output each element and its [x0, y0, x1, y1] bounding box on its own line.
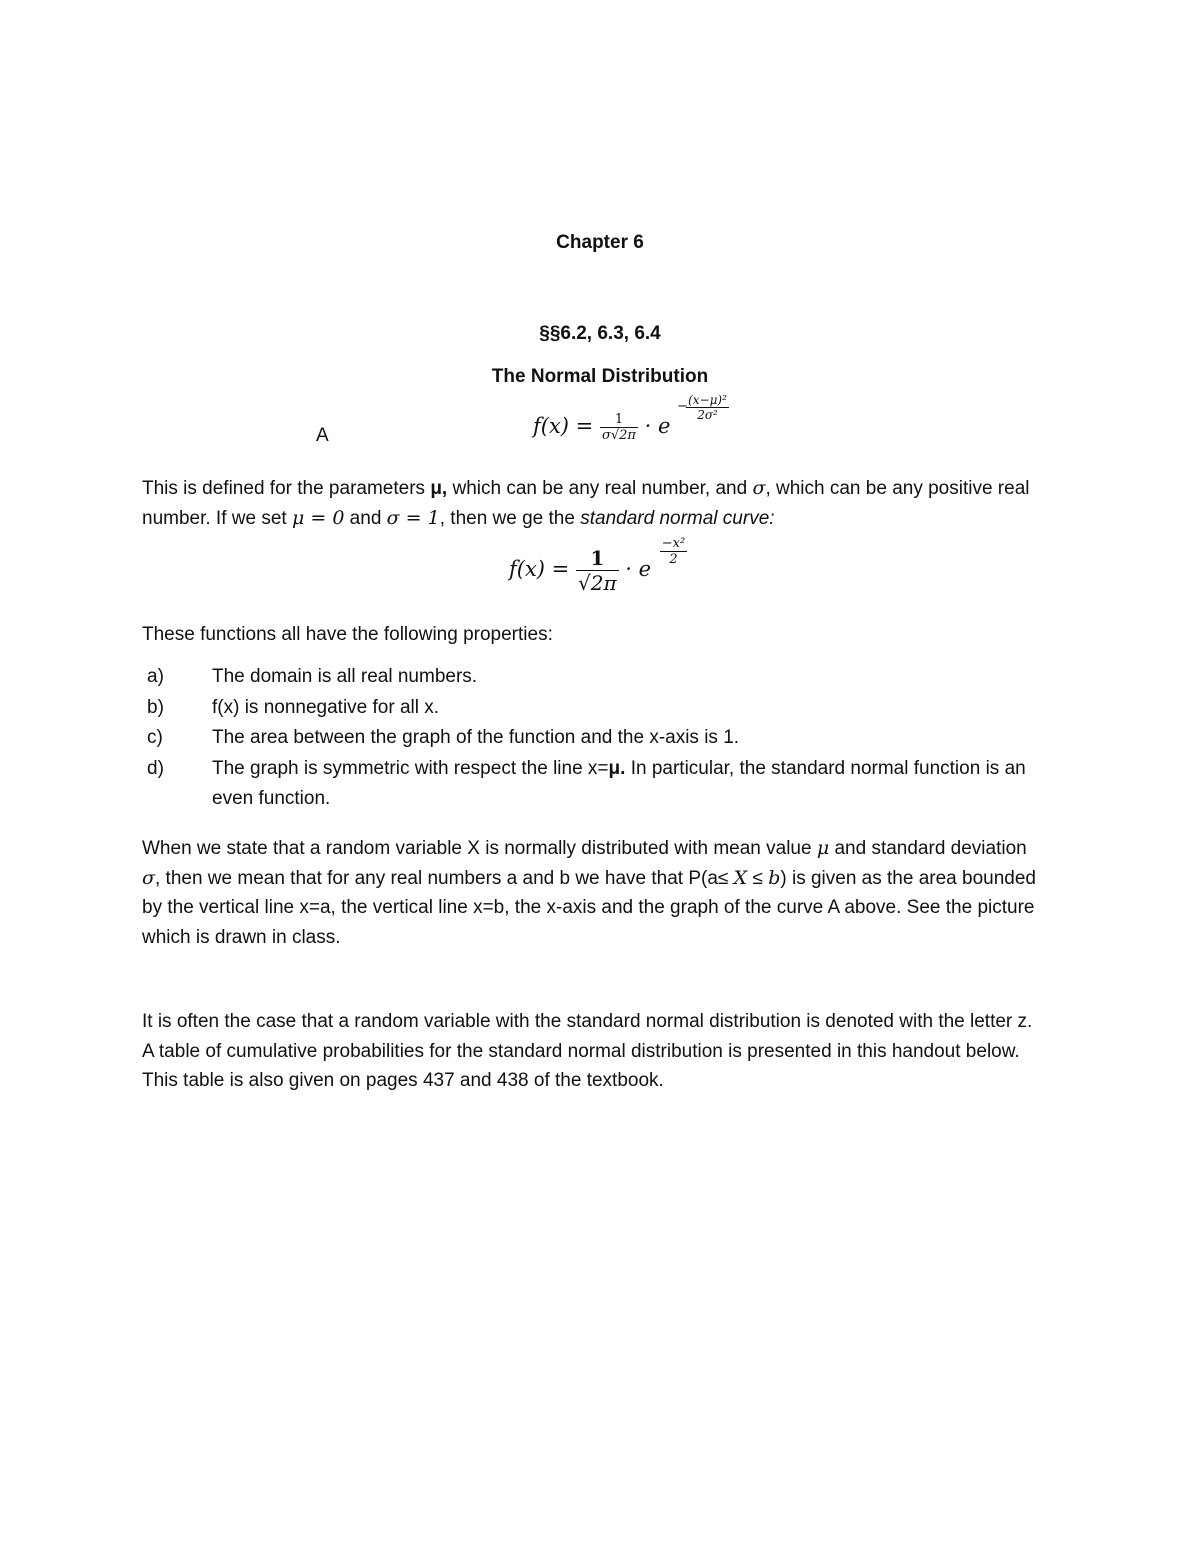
equation-a-coef-den: σ√2π — [601, 428, 636, 443]
section-numbers: §§6.2, 6.3, 6.4 — [539, 323, 661, 344]
list-marker: b) — [147, 696, 164, 718]
p2-le-2: ≤ — [747, 867, 769, 889]
p1-text-4: and — [344, 507, 387, 529]
standard-normal-equation — [509, 536, 706, 595]
std-eq-coef-den: √2π — [577, 571, 617, 595]
p2-mu: μ — [816, 837, 830, 859]
p2-text-3: , then we mean that for any real numbers a and b we have that P(a — [154, 867, 718, 889]
equation-a-exp-minus: − — [677, 399, 689, 414]
list-item-text: The graph is symmetric with respect the line x= — [212, 757, 609, 779]
standard-normal-table-paragraph: It is often the case that a random variable with the standard normal distribution is denoted with the letter z. A table of cumulative probabilities for the standard normal distribution is presented in this handout below. This table is also given on pages 437 and 438 of the textbook. — [142, 1011, 1033, 1091]
equation-a-exp-frac — [686, 393, 729, 422]
list-item-text-after: In particular, the standard normal function is an even function. — [212, 757, 1026, 809]
p1-mu-eq: μ = 0 — [291, 506, 345, 529]
p2-x: X — [733, 866, 748, 889]
list-item — [142, 754, 1052, 814]
p1-text-1: This is defined for the parameters — [142, 478, 431, 499]
random-variable-paragraph — [142, 834, 1047, 952]
p2-close: ) — [780, 867, 787, 889]
p1-sigma-eq: σ = 1 — [386, 506, 440, 529]
equation-a-exponent — [677, 393, 737, 433]
equation-a-exp-num: (x−μ)² — [688, 393, 727, 407]
equation-a-label: A — [316, 425, 329, 446]
p2-text-2: and standard deviation — [829, 838, 1027, 859]
parameters-paragraph — [142, 474, 1047, 533]
list-item — [142, 723, 1052, 753]
equation-a-exp-den: 2σ² — [686, 407, 729, 422]
p1-text-3: , which can be any positive real number. If we set — [142, 478, 1030, 529]
std-eq-base: · e — [625, 557, 652, 581]
p1-sigma: σ — [752, 477, 766, 499]
std-eq-exp-frac — [660, 536, 687, 567]
p2-text-1: When we state that a random variable X is normally distributed with mean value — [142, 838, 817, 859]
std-eq-coefficient — [576, 546, 619, 595]
equation-a-coef-num: 1 — [614, 412, 624, 427]
p1-italic: standard normal curve: — [580, 507, 775, 529]
std-eq-lhs: f(x) = — [509, 557, 570, 581]
chapter-title: Chapter 6 — [556, 232, 644, 253]
p2-le-1: ≤ — [717, 867, 734, 889]
list-item-text: f(x) is nonnegative for all x. — [212, 696, 440, 718]
equation-a-lhs: f(x) = — [533, 414, 594, 438]
list-item-text: The domain is all real numbers. — [212, 666, 478, 687]
p2-b: b — [768, 866, 781, 889]
p2-text-4: is given as the area bounded by the vertical line x=a, the vertical line x=b, the x-axis and the graph of the curve A above. See the picture which is drawn in class. — [142, 867, 1036, 948]
properties-list — [142, 662, 1052, 814]
std-eq-exp-den: 2 — [660, 551, 687, 567]
p1-text-5: , then we ge the — [439, 507, 581, 529]
list-item-text: The area between the graph of the function and the x-axis is 1. — [212, 727, 740, 748]
p1-text-2: which can be any real number, and — [447, 478, 753, 499]
std-eq-coef-num: 1 — [590, 546, 605, 570]
properties-intro: These functions all have the following properties: — [142, 624, 553, 645]
equation-a — [533, 393, 737, 443]
list-item — [142, 662, 1052, 692]
p2-sigma: σ — [142, 866, 155, 889]
equation-a-coefficient — [600, 412, 638, 443]
list-item — [142, 693, 1052, 723]
equation-a-base: · e — [644, 414, 671, 438]
p1-mu: μ, — [430, 478, 448, 499]
std-eq-exp-num: −x² — [661, 536, 686, 551]
section-title: The Normal Distribution — [491, 366, 709, 387]
list-item-mu: μ. — [608, 757, 626, 779]
list-marker: c) — [147, 727, 163, 748]
std-eq-exponent — [658, 536, 706, 576]
list-marker: d) — [147, 757, 164, 779]
list-marker: a) — [147, 666, 164, 687]
